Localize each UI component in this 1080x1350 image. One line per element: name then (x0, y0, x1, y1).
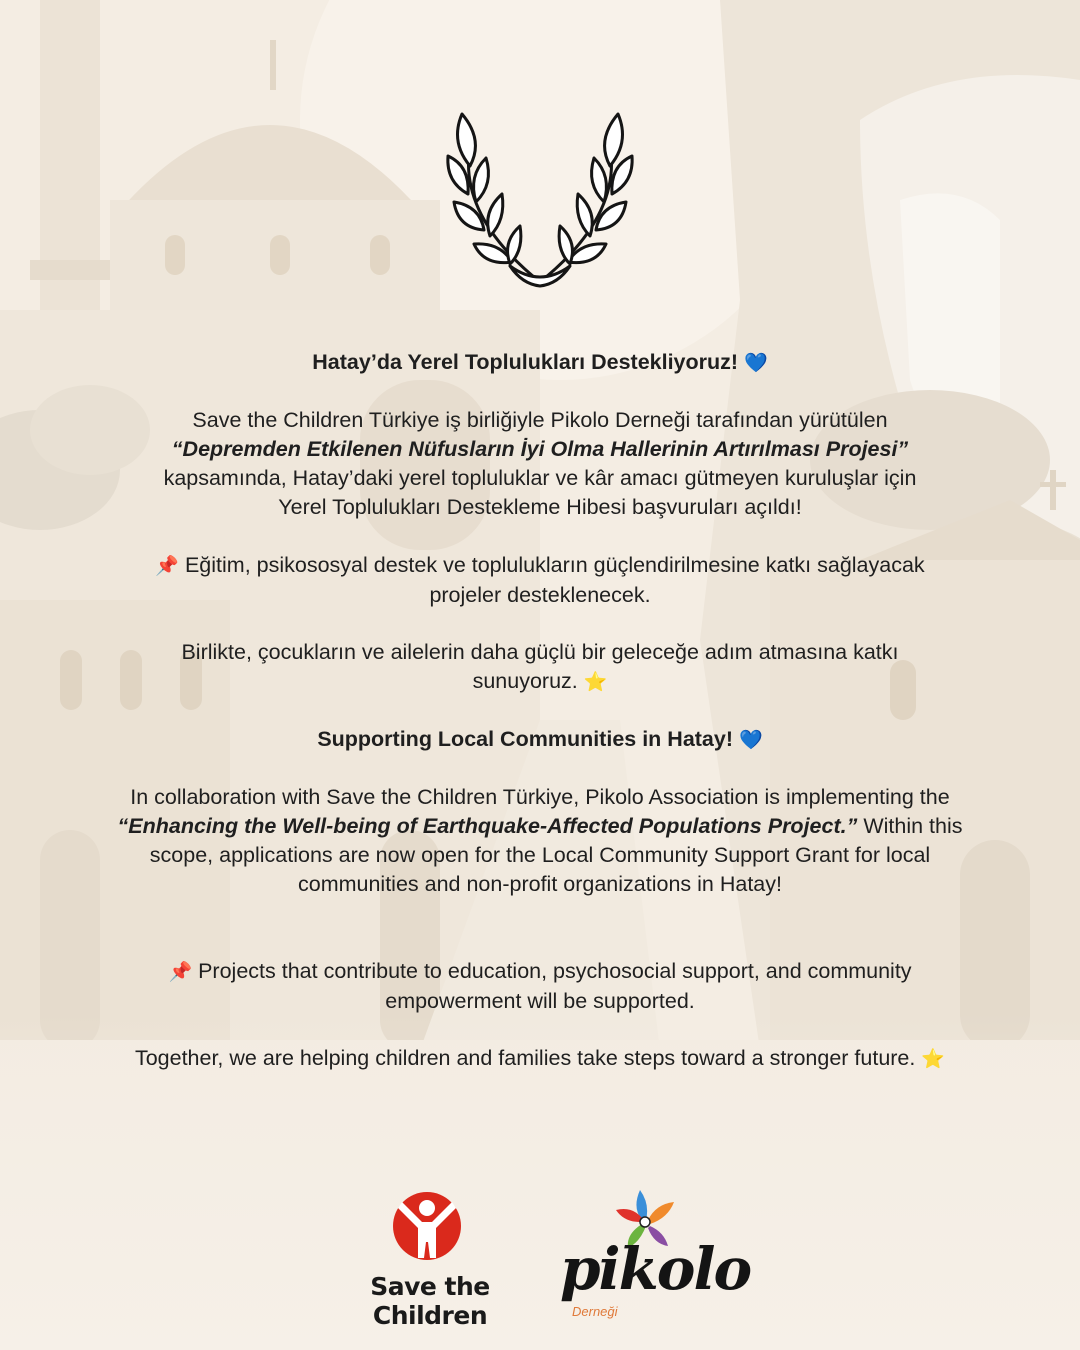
turkish-intro (100, 406, 980, 522)
turkish-focus-text: Eğitim, psikososyal destek ve toplulukların güçlendirilmesine katkı sağlayacak projeler desteklenecek. (184, 553, 925, 607)
save-the-children-line1: Save the (370, 1272, 490, 1301)
turkish-intro-line1: Save the Children Türkiye iş birliğiyle Pikolo Derneği tarafından yürütülen (192, 408, 888, 432)
english-closing (100, 1044, 980, 1074)
partner-logos (0, 1180, 1080, 1330)
turkish-heading (100, 348, 980, 378)
english-closing-text: Together, we are helping children and families take steps toward a stronger future. (134, 1046, 916, 1070)
english-intro-part2: Within this scope, applications are now open for the Local Community Support Grant for local communities and non-profit organizations in Hatay! (149, 814, 963, 896)
blue-heart-icon: 💙 (739, 729, 763, 751)
english-intro (100, 783, 980, 899)
star-icon: ⭐ (583, 671, 608, 693)
turkish-section (100, 348, 980, 378)
turkish-closing (100, 638, 980, 697)
save-the-children-line2: Children (372, 1301, 488, 1330)
turkish-project-name: “Depremden Etkilenen Nüfusların İyi Olma Hallerinin Artırılması Projesi” (171, 437, 909, 461)
star-icon: ⭐ (921, 1048, 946, 1070)
english-section (100, 725, 980, 755)
turkish-closing-text: Birlikte, çocukların ve ailelerin daha güçlü bir geleceğe adım atmasına katkı sunuyoruz. (181, 640, 899, 693)
english-heading (100, 725, 980, 755)
turkish-intro-line3: kapsamında, Hatay’daki yerel topluluklar ve kâr amacı gütmeyen kuruluşlar için Yerel Toplulukları Destekleme Hibesi başvuruları açıldı! (163, 466, 917, 519)
pikolo-logo (560, 1186, 751, 1326)
blue-heart-icon: 💙 (744, 352, 768, 374)
save-the-children-wordmark (360, 1272, 500, 1330)
pushpin-icon: 📌 (155, 555, 179, 577)
laurel-wreath-icon (440, 106, 640, 290)
turkish-focus (100, 551, 980, 610)
english-project-name: “Enhancing the Well-being of Earthquake-Affected Populations Project.” (117, 814, 858, 838)
english-focus (100, 957, 980, 1016)
english-heading-text: Supporting Local Communities in Hatay! (317, 727, 734, 751)
english-focus-text: Projects that contribute to education, psychosocial support, and community empowerment will be supported. (198, 959, 912, 1013)
pikolo-wordmark: pikolo (560, 1235, 751, 1303)
english-intro-part1: In collaboration with Save the Children Türkiye, Pikolo Association is implementing the (130, 785, 950, 809)
pikolo-subtitle: Derneği (572, 1304, 618, 1319)
turkish-heading-text: Hatay’da Yerel Toplulukları Destekliyoruz! (312, 350, 739, 374)
pushpin-icon: 📌 (168, 961, 193, 983)
save-the-children-logo (360, 1188, 500, 1328)
save-the-children-child-icon (392, 1188, 462, 1264)
